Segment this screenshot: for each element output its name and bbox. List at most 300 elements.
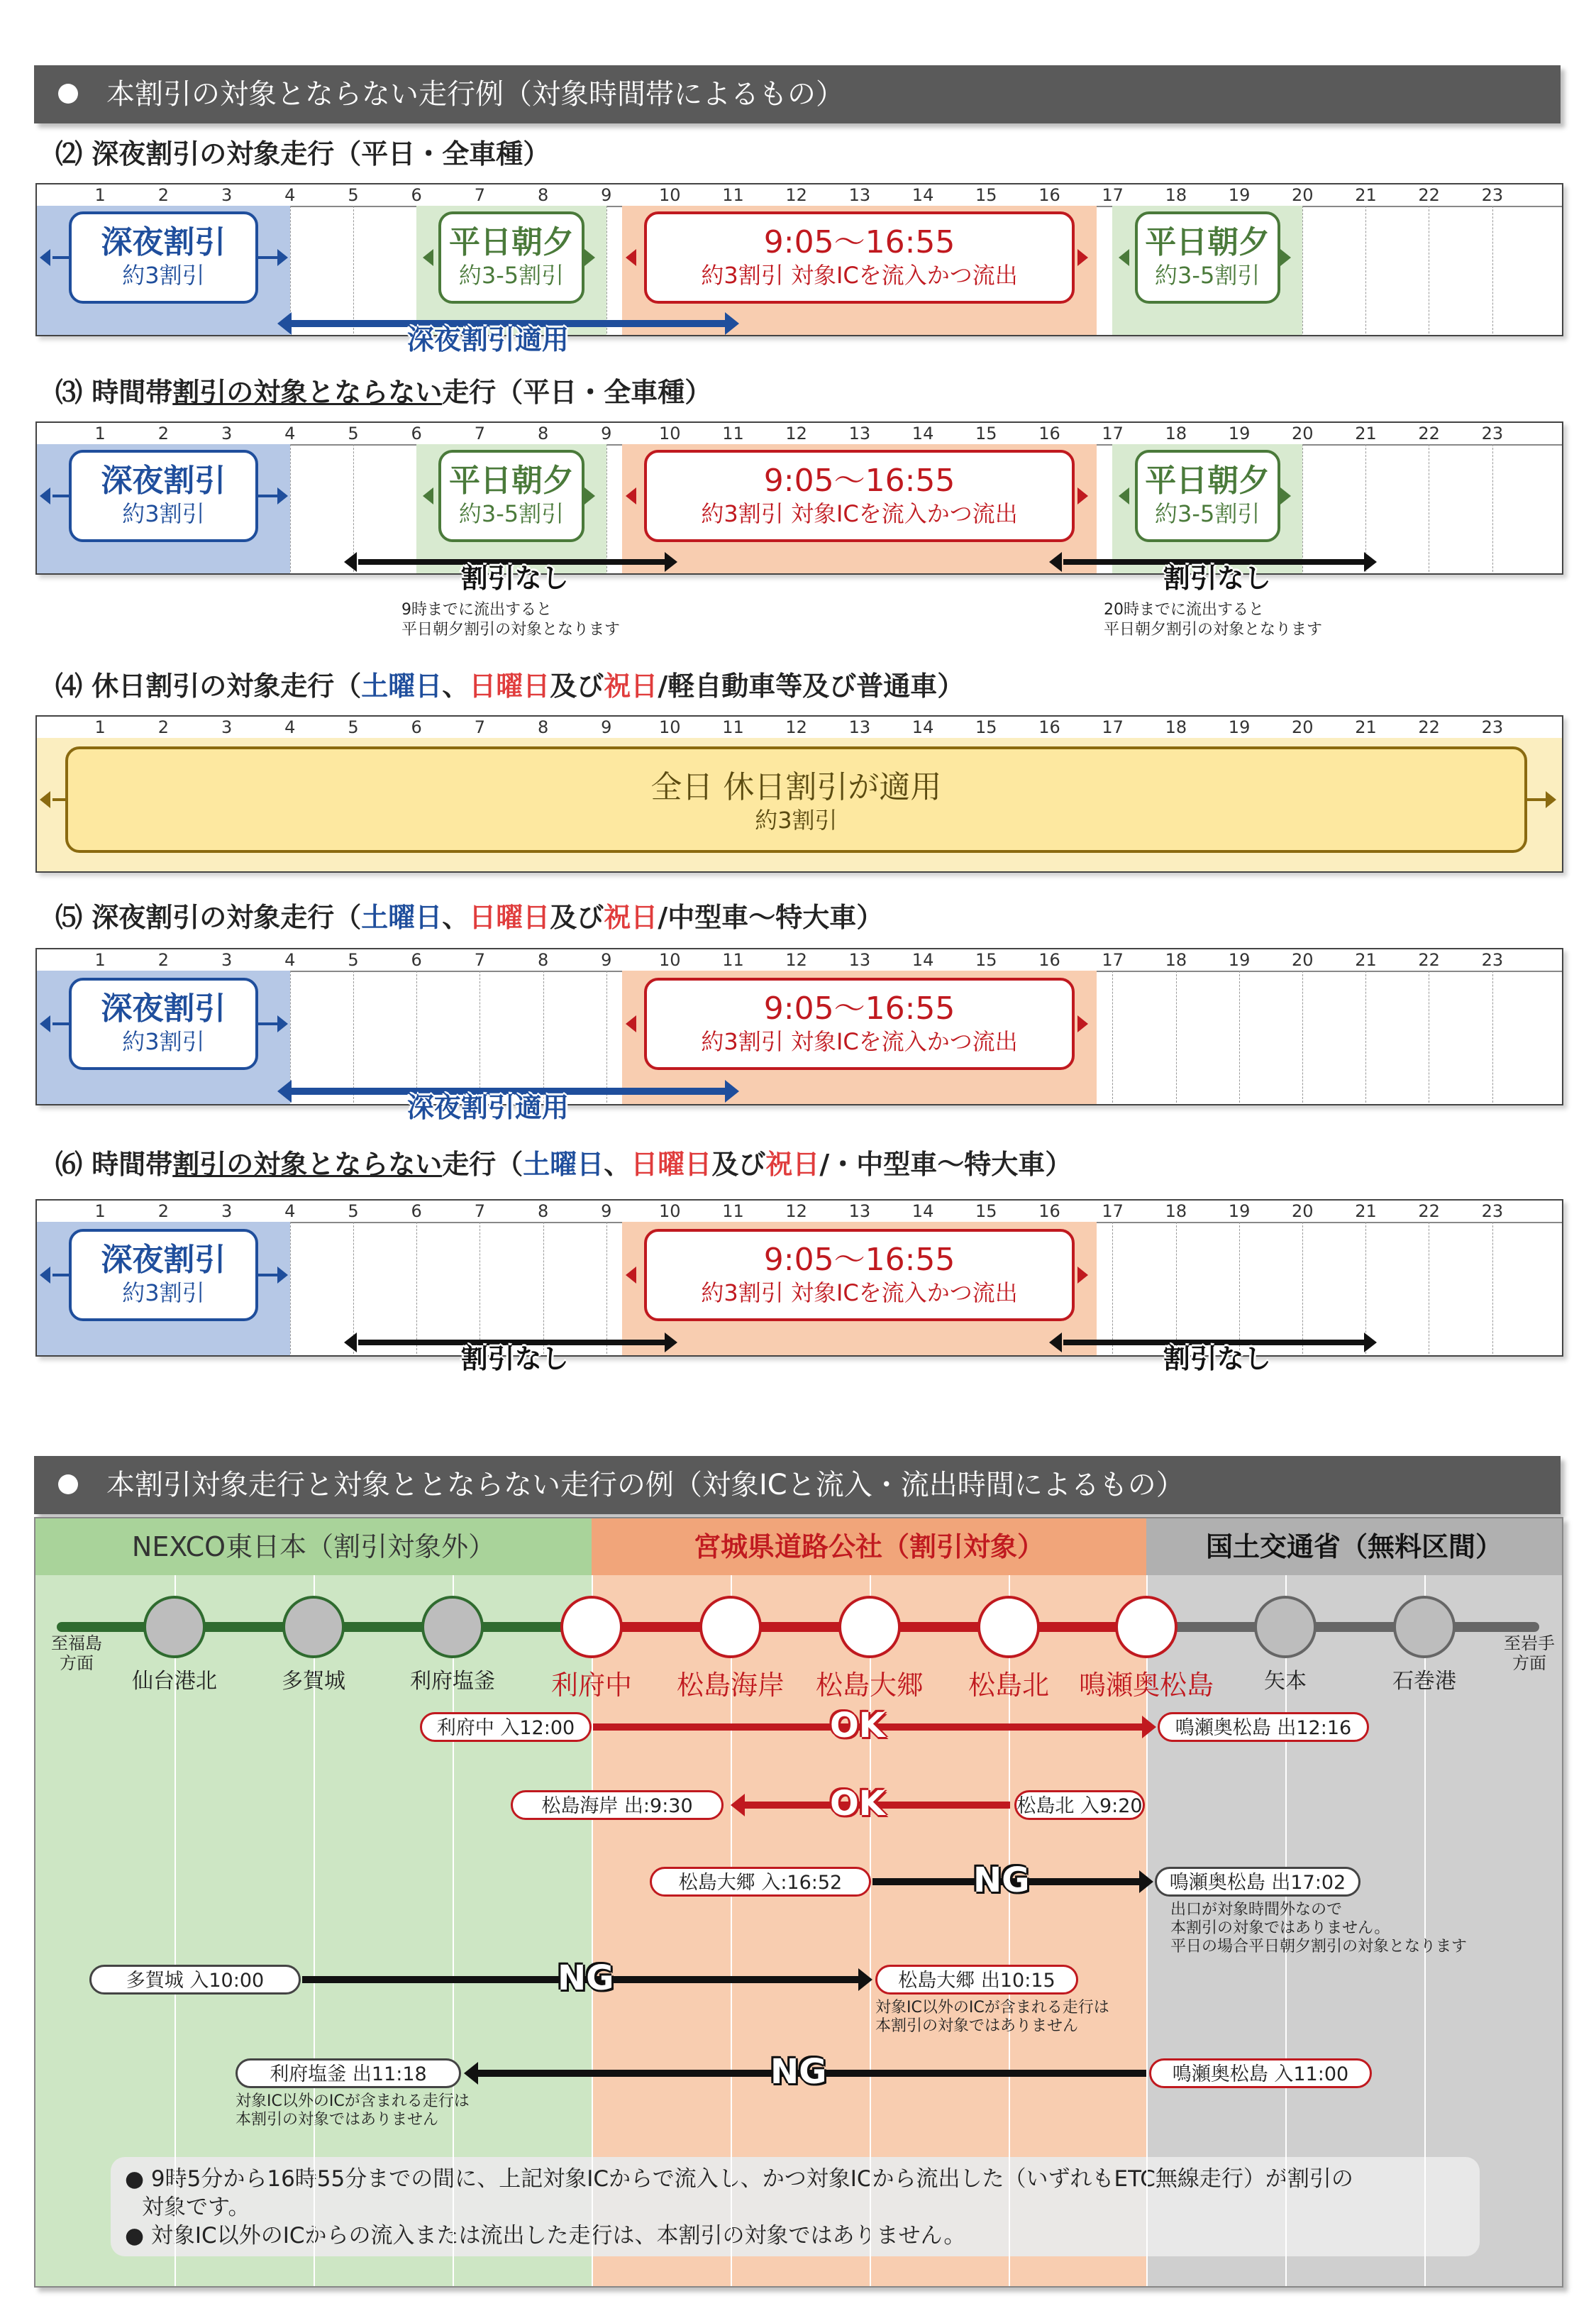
arrow-left-icon [626, 1267, 636, 1284]
hour-tick-label: 15 [975, 717, 997, 737]
hour-tick-label: 2 [157, 1201, 170, 1221]
hour-tick-label: 11 [722, 424, 744, 443]
bottom-note-line-3: ● 対象IC以外のICからの流入または流出した走行は、本割引の対象ではありません。 [125, 2223, 966, 2249]
arrow-left-icon [1049, 1333, 1062, 1352]
ic-map [34, 1517, 1563, 2288]
hour-tick-label: 11 [722, 950, 744, 970]
hour-tick-label: 13 [848, 950, 871, 970]
station-marker [1393, 1596, 1456, 1658]
case-4-exit: 松島大郷 出10:15 [875, 1965, 1078, 1995]
daytime-rate: 約3割引 対象ICを流入かつ流出 [701, 1028, 1018, 1055]
hour-tick-label: 14 [911, 717, 934, 737]
weekday-am-rate: 約3-5割引 [458, 500, 565, 527]
arrow-left-icon [344, 1333, 357, 1352]
station-marker [838, 1596, 901, 1658]
night-rate: 約3割引 [122, 262, 205, 289]
hour-gridline [606, 444, 607, 572]
hour-gridline [416, 971, 417, 1103]
arrow-left-icon [40, 249, 50, 266]
night-label: 深夜割引 [101, 224, 226, 260]
no-discount-label: 割引なし [460, 563, 569, 594]
arrow-left-icon [344, 552, 357, 572]
verdict-label: OK [830, 1706, 885, 1745]
box-night [69, 450, 259, 542]
hour-gridline [1176, 1222, 1177, 1354]
hour-tick-label: 14 [911, 424, 934, 443]
hour-gridline [1302, 444, 1303, 572]
case-2-entry: 松島北 入9:20 [1014, 1790, 1145, 1820]
case-5-note-2: 本割引の対象ではありません [235, 2111, 439, 2129]
station-name: 多賀城 [282, 1669, 345, 1694]
daytime-rate: 約3割引 対象ICを流入かつ流出 [701, 500, 1018, 527]
arrow-left-icon [731, 1794, 745, 1816]
hour-gridline [1492, 1222, 1493, 1354]
arrow-line [258, 495, 277, 497]
hour-tick-label: 4 [284, 717, 296, 737]
arrow-left-icon [40, 1015, 50, 1032]
no-discount-label: 割引なし [1163, 563, 1271, 594]
hour-tick-label: 22 [1418, 1201, 1440, 1221]
case-3-note-1: 出口が対象時間外なので [1170, 1901, 1343, 1919]
section-title: 本割引対象走行と対象ととならない走行の例（対象ICと流入・流出時間によるもの） [106, 1469, 1185, 1501]
hour-tick-label: 13 [848, 424, 871, 443]
hour-tick-label: 16 [1038, 185, 1060, 205]
station-name: 松島海岸 [676, 1670, 785, 1701]
case-1-entry: 利府中 入12:00 [420, 1712, 592, 1742]
hour-gridline [1302, 971, 1303, 1103]
hour-tick-label: 7 [474, 717, 486, 737]
verdict-label: NG [770, 2052, 827, 2092]
hour-tick-label: 1 [94, 950, 106, 970]
arrow-right-icon [1077, 487, 1088, 504]
daytime-hours: 9:05～16:55 [763, 991, 955, 1027]
hour-tick-label: 7 [474, 950, 486, 970]
hour-tick-label: 20 [1292, 424, 1314, 443]
case-4-note-1: 対象IC以外のICが含まれる走行は [875, 1999, 1109, 2017]
example-5-title: ⑸ 深夜割引の対象走行（土曜日、日曜日及び祝日/中型車～特大車） [55, 902, 884, 933]
arrow-right-icon [1280, 249, 1291, 266]
station-name: 矢本 [1264, 1669, 1307, 1694]
hour-tick-label: 3 [221, 185, 233, 205]
hour-tick-label: 5 [348, 717, 359, 737]
hour-gridline [606, 971, 607, 1103]
verdict-label: OK [830, 1784, 885, 1824]
station-name: 仙台港北 [132, 1669, 217, 1694]
hour-tick-label: 9 [601, 717, 612, 737]
no-discount-label: 割引なし [460, 1343, 569, 1374]
hour-tick-label: 2 [157, 424, 170, 443]
hour-tick-label: 18 [1165, 424, 1187, 443]
hour-tick-label: 17 [1102, 717, 1124, 737]
hour-tick-label: 1 [94, 424, 106, 443]
hour-tick-label: 10 [659, 717, 681, 737]
hour-gridline [1176, 971, 1177, 1103]
hour-tick-label: 15 [975, 185, 997, 205]
hour-tick-label: 7 [474, 185, 486, 205]
hour-gridline [606, 1222, 607, 1354]
hour-tick-label: 1 [94, 185, 106, 205]
station-marker [560, 1596, 623, 1658]
timeline-5 [35, 948, 1563, 1123]
hour-tick-label: 8 [537, 185, 549, 205]
hour-tick-label: 12 [785, 1201, 807, 1221]
hour-tick-label: 12 [785, 950, 807, 970]
station-name: 松島大郷 [815, 1670, 924, 1701]
hour-tick-label: 15 [975, 1201, 997, 1221]
zone-header-mlit: 国土交通省（無料区間） [1146, 1518, 1562, 1575]
hour-tick-label: 4 [284, 424, 296, 443]
station-marker [977, 1596, 1040, 1658]
night-rate: 約3割引 [122, 500, 205, 527]
daytime-rate: 約3割引 対象ICを流入かつ流出 [701, 1279, 1018, 1306]
hour-tick-label: 16 [1038, 717, 1060, 737]
arrow-right-icon [725, 1080, 739, 1103]
hour-tick-label: 8 [537, 1201, 549, 1221]
hour-gridline [290, 444, 291, 572]
night-rate: 約3割引 [122, 1028, 205, 1055]
arrow-right-icon [1280, 487, 1291, 504]
hour-tick-label: 21 [1355, 717, 1377, 737]
weekday-am-label: 平日朝夕 [448, 463, 574, 499]
hour-tick-label: 12 [785, 185, 807, 205]
arrow-right-icon [584, 249, 595, 266]
bullet-icon [58, 84, 78, 104]
hour-tick-label: 16 [1038, 424, 1060, 443]
arrow-right-icon [1139, 1870, 1153, 1893]
hour-gridline [353, 971, 354, 1103]
arrow-left-icon [423, 487, 433, 504]
arrow-line [52, 798, 65, 801]
hour-tick-label: 16 [1038, 1201, 1060, 1221]
hour-tick-label: 23 [1481, 185, 1504, 205]
hour-gridline [1492, 444, 1493, 572]
hour-tick-label: 23 [1481, 717, 1504, 737]
hour-tick-label: 19 [1228, 717, 1251, 737]
case-3-exit: 鳴瀬奥松島 出17:02 [1155, 1867, 1361, 1897]
weekday-pm-rate: 約3-5割引 [1155, 262, 1260, 289]
station-name: 松島北 [968, 1670, 1050, 1701]
daytime-hours: 9:05～16:55 [763, 224, 955, 260]
hour-tick-label: 21 [1355, 185, 1377, 205]
hour-tick-label: 7 [474, 1201, 486, 1221]
hour-tick-label: 11 [722, 1201, 744, 1221]
hour-tick-label: 13 [848, 185, 871, 205]
hour-tick-label: 4 [284, 1201, 296, 1221]
hour-tick-label: 20 [1292, 1201, 1314, 1221]
hour-tick-label: 10 [659, 1201, 681, 1221]
verdict-label: NG [558, 1958, 614, 1998]
case-4-entry: 多賀城 入10:00 [89, 1965, 301, 1995]
arrow-right-icon [277, 1267, 288, 1284]
hour-gridline [1492, 971, 1493, 1103]
hour-tick-label: 12 [785, 424, 807, 443]
weekday-am-label: 平日朝夕 [448, 224, 574, 260]
hour-tick-label: 14 [911, 950, 934, 970]
arrow-right-icon [1364, 552, 1377, 572]
box-night [69, 978, 259, 1070]
hour-tick-label: 23 [1481, 424, 1504, 443]
night-label: 深夜割引 [101, 463, 226, 499]
hour-gridline [1239, 1222, 1240, 1354]
note-left: 9時までに流出すると 平日朝夕割引の対象となります [401, 601, 621, 639]
arrow-right-icon [277, 487, 288, 504]
arrow-right-icon [1546, 791, 1556, 808]
hour-tick-label: 19 [1228, 950, 1251, 970]
case-3-note-2: 本割引の対象ではありません。 [1170, 1919, 1390, 1937]
hour-gridline [1302, 1222, 1303, 1354]
arrow-right-icon [858, 1968, 872, 1991]
arrow-line [1527, 798, 1546, 801]
timeline-6 [35, 1199, 1563, 1374]
hour-tick-label: 23 [1481, 1201, 1504, 1221]
box-weekday-pm [1135, 450, 1280, 542]
hour-tick-label: 9 [601, 950, 612, 970]
hour-tick-label: 10 [659, 185, 681, 205]
hour-tick-label: 8 [537, 950, 549, 970]
arrow-left-icon [1049, 552, 1062, 572]
example-4-title: ⑷ 休日割引の対象走行（土曜日、日曜日及び祝日/軽自動車等及び普通車） [55, 671, 965, 702]
case-5-exit: 利府塩釜 出11:18 [235, 2058, 461, 2088]
station-marker [699, 1596, 762, 1658]
hour-tick-label: 5 [348, 185, 359, 205]
hour-tick-label: 21 [1355, 424, 1377, 443]
arrow-right-icon [1364, 1333, 1377, 1352]
arrow-line [52, 1022, 68, 1025]
hour-tick-label: 6 [411, 717, 422, 737]
arrow-left-icon [626, 487, 636, 504]
night-apply-label: 深夜割引適用 [406, 1092, 569, 1123]
box-weekday-pm [1135, 211, 1280, 304]
box-daytime [644, 450, 1075, 542]
arrow-right-icon [277, 1015, 288, 1032]
bottom-note-line-2: 対象です。 [142, 2195, 250, 2220]
zone-header-miyagi: 宮城県道路公社（割引対象） [592, 1518, 1146, 1575]
hour-tick-label: 2 [157, 185, 170, 205]
hour-tick-label: 9 [601, 424, 612, 443]
bottom-note-line-1: ● 9時5分から16時55分までの間に、上記対象ICからで流入し、かつ対象ICから流出した（いずれもETC無線走行）が割引の [125, 2166, 1353, 2192]
daytime-rate: 約3割引 対象ICを流入かつ流出 [701, 262, 1018, 289]
hour-tick-label: 21 [1355, 1201, 1377, 1221]
arrow-left-icon [40, 791, 50, 808]
timeline-3 [35, 421, 1563, 594]
hour-tick-label: 19 [1228, 424, 1251, 443]
hour-tick-label: 15 [975, 424, 997, 443]
hour-tick-label: 3 [221, 424, 233, 443]
zone-header-nexco: NEXCO東日本（割引対象外） [35, 1518, 592, 1575]
arrow-right-icon [665, 1333, 677, 1352]
case-5-note-1: 対象IC以外のICが含まれる走行は [235, 2092, 470, 2110]
hour-tick-label: 6 [411, 1201, 422, 1221]
arrow-line [258, 1022, 277, 1025]
arrow-left-icon [40, 1267, 50, 1284]
hour-tick-label: 17 [1102, 185, 1124, 205]
station-marker [1115, 1596, 1177, 1658]
road-line [1146, 1622, 1539, 1632]
hour-tick-label: 5 [348, 1201, 359, 1221]
arrow-left-icon [626, 1015, 636, 1032]
arrow-left-icon [277, 312, 292, 335]
weekday-pm-label: 平日朝夕 [1145, 224, 1270, 260]
arrow-left-icon [40, 487, 50, 504]
case-5-entry: 鳴瀬奥松島 入11:00 [1149, 2058, 1372, 2088]
holiday-label: 全日 休日割引が適用 [650, 769, 942, 805]
hour-gridline [606, 206, 607, 333]
end-label-right: 至岩手 方面 [1504, 1633, 1555, 1673]
hour-tick-label: 6 [411, 185, 422, 205]
daytime-hours: 9:05～16:55 [763, 1242, 955, 1278]
hour-gridline [1365, 206, 1366, 333]
hour-tick-label: 17 [1102, 950, 1124, 970]
arrow-right-icon [1077, 1015, 1088, 1032]
case-1-exit: 鳴瀬奥松島 出12:16 [1158, 1712, 1369, 1742]
note-right: 20時までに流出すると 平日朝夕割引の対象となります [1104, 601, 1323, 639]
hour-tick-label: 10 [659, 950, 681, 970]
night-rate: 約3割引 [122, 1279, 205, 1306]
hour-tick-label: 2 [157, 717, 170, 737]
station-name: 利府中 [550, 1670, 633, 1701]
hour-tick-label: 6 [411, 950, 422, 970]
weekday-am-rate: 約3-5割引 [458, 262, 565, 289]
hour-tick-label: 22 [1418, 950, 1440, 970]
hour-tick-label: 18 [1165, 185, 1187, 205]
arrow-right-icon [725, 312, 739, 335]
hour-tick-label: 16 [1038, 950, 1060, 970]
hour-tick-label: 21 [1355, 950, 1377, 970]
hour-tick-label: 13 [848, 717, 871, 737]
example-6-title: ⑹ 時間帯割引の対象とならない走行（土曜日、日曜日及び祝日/・中型車～特大車） [55, 1149, 1073, 1180]
station-name: 鳴瀬奥松島 [1078, 1670, 1214, 1701]
hour-tick-label: 18 [1165, 717, 1187, 737]
hour-tick-label: 7 [474, 424, 486, 443]
hour-tick-label: 8 [537, 424, 549, 443]
hour-tick-label: 17 [1102, 424, 1124, 443]
hour-gridline [1239, 971, 1240, 1103]
hour-tick-label: 3 [221, 1201, 233, 1221]
bullet-icon [58, 1474, 78, 1494]
box-daytime [644, 978, 1075, 1070]
case-2-exit: 松島海岸 出:9:30 [511, 1790, 724, 1820]
hour-tick-label: 1 [94, 717, 106, 737]
box-daytime [644, 211, 1075, 304]
hour-tick-label: 6 [411, 424, 422, 443]
hour-gridline [1365, 971, 1366, 1103]
hour-tick-label: 9 [601, 185, 612, 205]
hour-tick-label: 19 [1228, 1201, 1251, 1221]
timeline-4 [35, 715, 1563, 873]
hour-tick-label: 19 [1228, 185, 1251, 205]
arrow-right-icon [277, 249, 288, 266]
station-marker [143, 1596, 206, 1658]
arrow-left-icon [626, 249, 636, 266]
arrow-right-icon [1077, 249, 1088, 266]
holiday-rate: 約3割引 [755, 807, 838, 834]
arrow-left-icon [277, 1080, 292, 1103]
hour-tick-label: 4 [284, 185, 296, 205]
end-label-left: 至福島 方面 [51, 1633, 102, 1673]
hour-tick-label: 4 [284, 950, 296, 970]
hour-tick-label: 14 [911, 1201, 934, 1221]
hour-tick-label: 18 [1165, 950, 1187, 970]
box-weekday-am [438, 450, 584, 542]
section-header-ic [34, 1456, 1561, 1514]
arrow-left-icon [1119, 249, 1129, 266]
example-3-title: ⑶ 時間帯割引の対象とならない走行（平日・全車種） [55, 377, 712, 408]
hour-tick-label: 22 [1418, 185, 1440, 205]
hour-tick-label: 20 [1292, 950, 1314, 970]
hour-tick-label: 22 [1418, 424, 1440, 443]
example-2-title: ⑵ 深夜割引の対象走行（平日・全車種） [55, 138, 550, 170]
hour-tick-label: 9 [601, 1201, 612, 1221]
station-name: 利府塩釜 [410, 1669, 495, 1694]
arrow-right-icon [584, 487, 595, 504]
hour-tick-label: 14 [911, 185, 934, 205]
night-apply-label: 深夜割引適用 [406, 324, 569, 355]
hour-tick-label: 10 [659, 424, 681, 443]
box-night [69, 1229, 259, 1321]
night-label: 深夜割引 [101, 1242, 226, 1278]
station-name: 石巻港 [1392, 1669, 1456, 1694]
box-daytime [644, 1229, 1075, 1321]
arrow-right-icon [665, 552, 677, 572]
hour-tick-label: 3 [221, 717, 233, 737]
arrow-line [52, 495, 68, 497]
hour-tick-label: 18 [1165, 1201, 1187, 1221]
arrow-left-icon [423, 249, 433, 266]
arrow-left-icon [464, 2062, 478, 2085]
arrow-line [52, 1274, 68, 1276]
verdict-label: NG [973, 1860, 1030, 1900]
hour-tick-label: 15 [975, 950, 997, 970]
night-label: 深夜割引 [101, 991, 226, 1027]
case-3-entry: 松島大郷 入:16:52 [650, 1867, 871, 1897]
box-weekday-am [438, 211, 584, 304]
hour-gridline [1112, 971, 1113, 1103]
hour-gridline [1112, 1222, 1113, 1354]
box-holiday [65, 746, 1527, 853]
hour-tick-label: 2 [157, 950, 170, 970]
case-4-note-2: 本割引の対象ではありません [875, 2017, 1079, 2035]
weekday-pm-label: 平日朝夕 [1145, 463, 1270, 499]
weekday-pm-rate: 約3-5割引 [1155, 500, 1260, 527]
station-marker [282, 1596, 345, 1658]
daytime-hours: 9:05～16:55 [763, 463, 955, 499]
hour-tick-label: 11 [722, 185, 744, 205]
box-night [69, 211, 259, 304]
hour-tick-label: 23 [1481, 950, 1504, 970]
arrow-line [52, 256, 68, 259]
hour-gridline [290, 1222, 291, 1354]
hour-gridline [1302, 206, 1303, 333]
arrow-right-icon [1142, 1716, 1156, 1738]
hour-tick-label: 5 [348, 950, 359, 970]
hour-tick-label: 3 [221, 950, 233, 970]
station-marker [1254, 1596, 1317, 1658]
hour-tick-label: 8 [537, 717, 549, 737]
hour-gridline [543, 1222, 544, 1354]
hour-tick-label: 20 [1292, 717, 1314, 737]
hour-gridline [1492, 206, 1493, 333]
no-discount-label: 割引なし [1163, 1343, 1271, 1374]
hour-tick-label: 17 [1102, 1201, 1124, 1221]
section-header-time [34, 65, 1561, 123]
hour-gridline [543, 971, 544, 1103]
hour-tick-label: 20 [1292, 185, 1314, 205]
arrow-left-icon [1119, 487, 1129, 504]
arrow-right-icon [1077, 1267, 1088, 1284]
arrow-line [258, 1274, 277, 1276]
hour-tick-label: 11 [722, 717, 744, 737]
hour-tick-label: 5 [348, 424, 359, 443]
